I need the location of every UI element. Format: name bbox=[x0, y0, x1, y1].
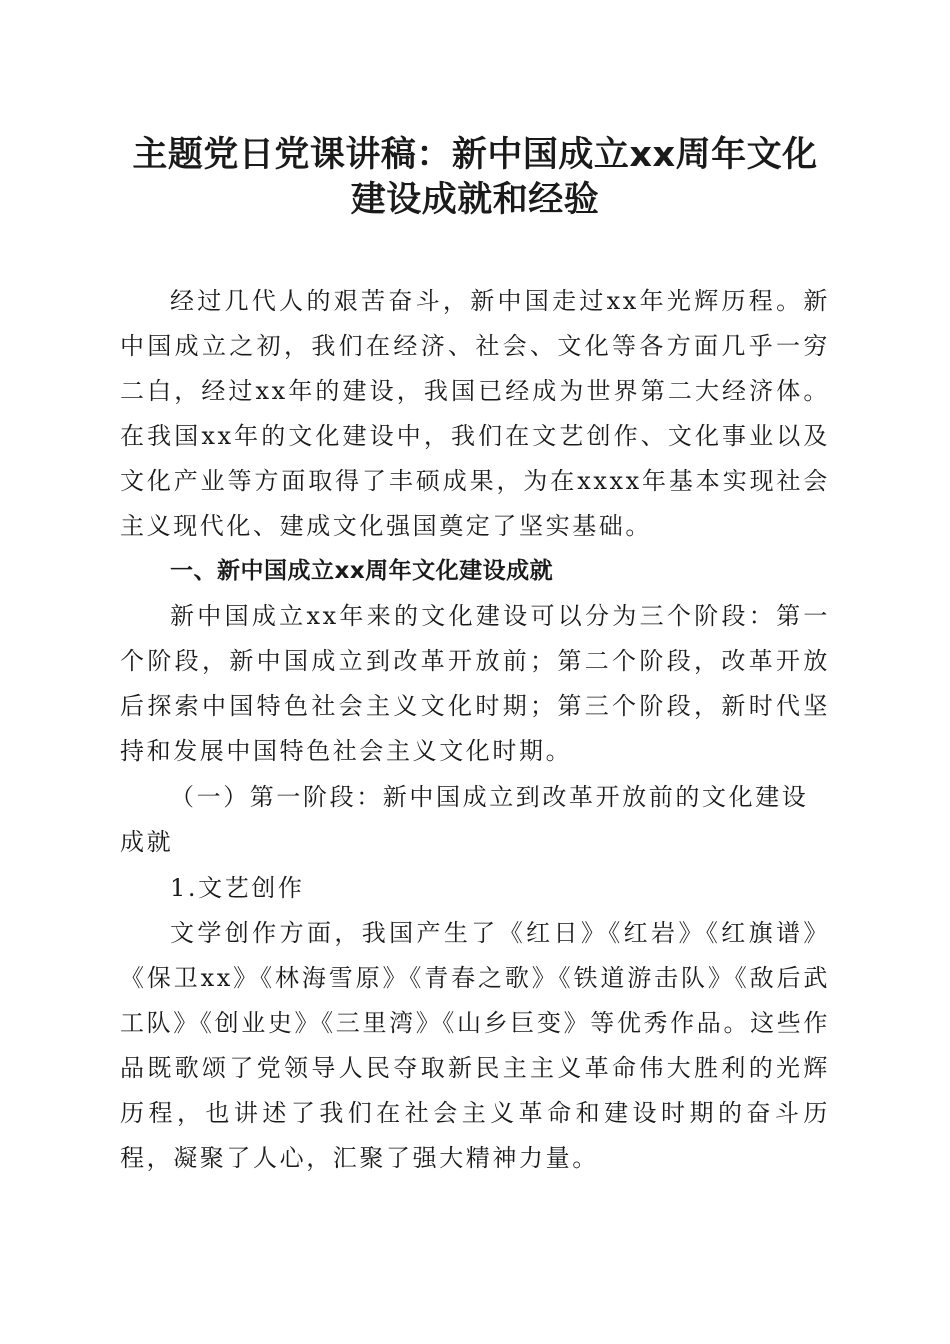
item-1-paragraph: 文学创作方面，我国产生了《红日》《红岩》《红旗谱》《保卫xx》《林海雪原》《青春之歌》《铁道游击队》《敌后武工队》《创业史》《三里湾》《山乡巨变》等优秀作品。这些作品既歌颂了党领导人民夺取新民主主义革命伟大胜利的光辉历程，也讲述了我们在社会主义革命和建设时期的奋斗历程，凝聚了人心，汇聚了强大精神力量。 bbox=[120, 919, 830, 1172]
intro-paragraph: 经过几代人的艰苦奋斗，新中国走过xx年光辉历程。新中国成立之初，我们在经济、社会、文化等各方面几乎一穷二白，经过xx年的建设，我国已经成为世界第二大经济体。在我国xx年的文化建设中，我们在文艺创作、文化事业以及文化产业等方面取得了丰硕成果，为在xxxx年基本实现社会主义现代化、建成文化强国奠定了坚实基础。 bbox=[120, 287, 830, 540]
title-line-1: 主题党日党课讲稿：新中国成立xx周年文化 bbox=[132, 135, 818, 175]
section-1-intro-paragraph: 新中国成立xx年来的文化建设可以分为三个阶段：第一个阶段，新中国成立到改革开放前；第二个阶段，改革开放后探索中国特色社会主义文化时期；第三个阶段，新时代坚持和发展中国特色社会主义文化时期。 bbox=[120, 602, 830, 765]
title-line-2: 建设成就和经验 bbox=[350, 180, 600, 220]
subsection-1-heading: （一）第一阶段：新中国成立到改革开放前的文化建设成就 bbox=[120, 783, 809, 856]
document-title bbox=[100, 133, 850, 223]
section-1-heading: 一、新中国成立xx周年文化建设成就 bbox=[170, 558, 554, 584]
item-1-heading: 1.文艺创作 bbox=[170, 874, 305, 902]
document-body bbox=[120, 279, 830, 1181]
